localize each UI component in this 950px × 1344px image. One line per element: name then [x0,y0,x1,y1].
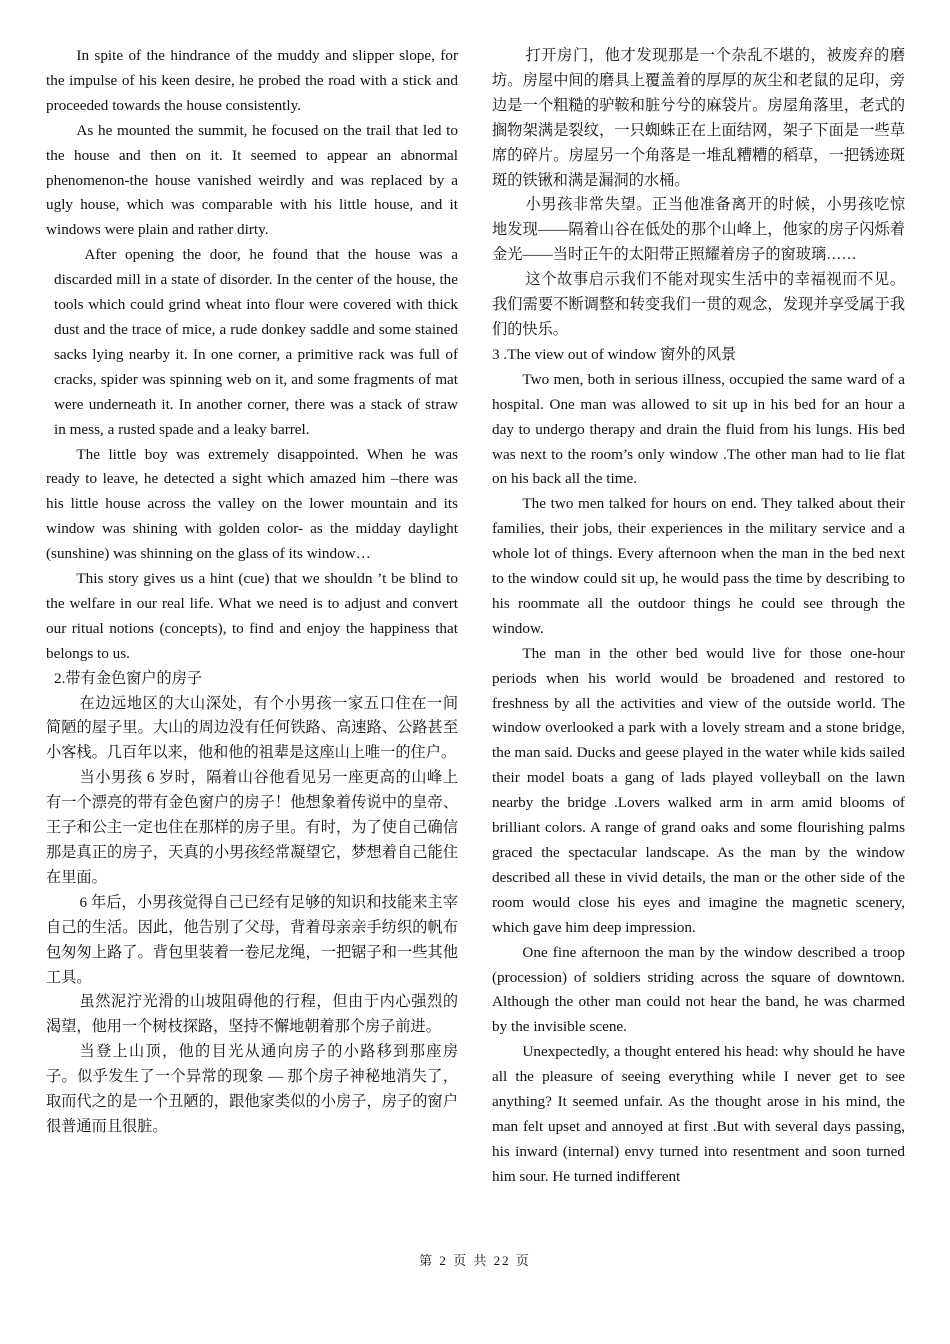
chinese-paragraph-7: 小男孩非常失望。正当他准备离开的时候，小男孩吃惊地发现——隔着山谷在低处的那个山峰上，他家的房子闪烁着金光——当时正午的太阳带正照耀着房子的窗玻璃…… [492,196,905,264]
chinese-paragraph-3: 6 年后，小男孩觉得自己已经有足够的知识和技能来主宰自己的生活。因此，他告别了父母，背着母亲亲手纺织的帆布包匆匆上路了。背包里装着一卷尼龙绳，一把锯子和一些其他工具。 [46,893,458,986]
paragraph-mill: After opening the door, he found that the house was a discarded mill in a state of disorder. In the center of the house, the tools which could grind wheat into flour were covered with thick dust and the trace of mice, a rude donkey saddle and some stained sacks lying nearby it. In one corner, a primitive rack was full of cracks, spider was spinning web on it, and some fragments of mat were underneath it. In another corner, there was a stack of straw in mess, a rusted spade and a leaky barrel. [54,246,458,438]
section-heading-3: 3 .The view out of window 窗外的风景 [492,345,737,363]
chinese-paragraph-4: 虽然泥泞光滑的山坡阻碍他的行程，但由于内心强烈的渴望，他用一个树枝探路，坚持不懈地朝着那个房子前进。 [46,993,458,1036]
chinese-paragraph-1: 在边远地区的大山深处，有个小男孩一家五口住在一间简陋的屋子里。大山的周边没有任何铁路、高速路、公路甚至小客栈。几百年以来，他和他的祖辈是这座山上唯一的住户。 [46,694,458,762]
paragraph-moral: This story gives us a hint (cue) that we shouldn ’t be blind to the welfare in our real life. What we need is to adjust and convert our ritual notions (concepts), to find and enjoy the happiness that belongs to us. [46,570,458,662]
paragraph-hindrance: In spite of the hindrance of the muddy and slipper slope, for the impulse of his keen desire, he probed the road with a stick and proceeded towards the house consistently. [46,47,458,114]
page-footer: 第 2 页 共 22 页 [419,1253,531,1268]
chinese-paragraph-5: 当登上山顶，他的目光从通向房子的小路移到那座房子。似乎发生了一个异常的现象 — 那个房子神秘地消失了，取而代之的是一个丑陋的，跟他家类似的小房子，房子的窗户很普通而且很脏。 [46,1043,458,1135]
section-heading-2: 2.带有金色窗户的房子 [54,669,203,687]
paragraph-summit: As he mounted the summit, he focused on the trail that led to the house and then on it. It seemed to appear an abnormal phenomenon-the house vanished weirdly and was replaced by a ugly house, which was comparable with his little house, and it windows were plain and rather dirty. [46,121,458,239]
paragraph-disappointed: The little boy was extremely disappointed. When he was ready to leave, he detected a sight which amazed him –there was his little house across the valley on the lower mountain and its window was shining with golden color- as the midday daylight (sunshine) was shinning on the glass of its window… [46,445,458,563]
left-column [46,44,458,1140]
chinese-paragraph-2: 当小男孩 6 岁时，隔着山谷他看见另一座更高的山峰上有一个漂亮的带有金色窗户的房子！他想象着传说中的皇帝、王子和公主一定也住在那样的房子里。有时，为了使自己确信那是真正的房子，天真的小男孩经常凝望它，梦想着自己能住在里面。 [46,769,458,886]
chinese-paragraph-6: 打开房门，他才发现那是一个杂乱不堪的，被废弃的磨坊。房屋中间的磨具上覆盖着的厚厚的灰尘和老鼠的足印，旁边是一个粗糙的驴鞍和脏兮兮的麻袋片。房屋角落里，老式的搁物架满是裂纹，一只蜘蛛正在上面结网，架子下面是一些草席的碎片。房屋另一个角落是一堆乱糟糟的稻草，一把锈迹斑斑的铁锹和满是漏洞的水桶。 [492,47,905,189]
paragraph-two-men: Two men, both in serious illness, occupied the same ward of a hospital. One man was allowed to sit up in his bed for an hour a day to undergo therapy and drain the fluid from his lungs. His bed was next to the room’s only window .The other man had to lie flat on his back all the time. [492,370,905,488]
paragraph-other-bed: The man in the other bed would live for those one-hour periods when his world would be broadened and restored to freshness by all the activities and view of the outside world. The window overlooked a park with a lovely stream and a stone bridge, the man said. Ducks and geese played in the water while kids sailed their model boats a gang of lads played volleyball on the lawn nearby the bridge .Lovers walked arm in arm amid blooms of brilliant colors. A range of grand oaks and some flourishing palms graced the spectacular landscape. As the man by the window described all these in vivid details, the man or the other side of the room would close his eyes and imagine the magnetic scenery, which gave him deep impression. [492,644,905,936]
paragraph-talked: The two men talked for hours on end. They talked about their families, their jobs, their experiences in the military service and a whole lot of things. Every afternoon when the man in the bed next to the window could sit up, he would pass the time by describing to his roommate all the outdoor things he could see through the window. [492,495,905,637]
paragraph-thought: Unexpectedly, a thought entered his head: why should he have all the pleasure of seeing everything while I never get to see anything? It seemed unfair. As the thought arose in his mind, the man felt upset and annoyed at first .But with several days passing, his inward (internal) envy turned into resentment and soon turned him sour. He turned indifferent [492,1043,905,1185]
paragraph-soldiers: One fine afternoon the man by the window described a troop (procession) of soldiers striding across the square of downtown. Although the other man could not hear the band, he was charmed by the invisible scene. [492,943,905,1036]
chinese-paragraph-8: 这个故事启示我们不能对现实生活中的幸福视而不见。我们需要不断调整和转变我们一贯的观念，发现并享受属于我们的快乐。 [492,271,905,338]
right-column [492,44,905,1190]
